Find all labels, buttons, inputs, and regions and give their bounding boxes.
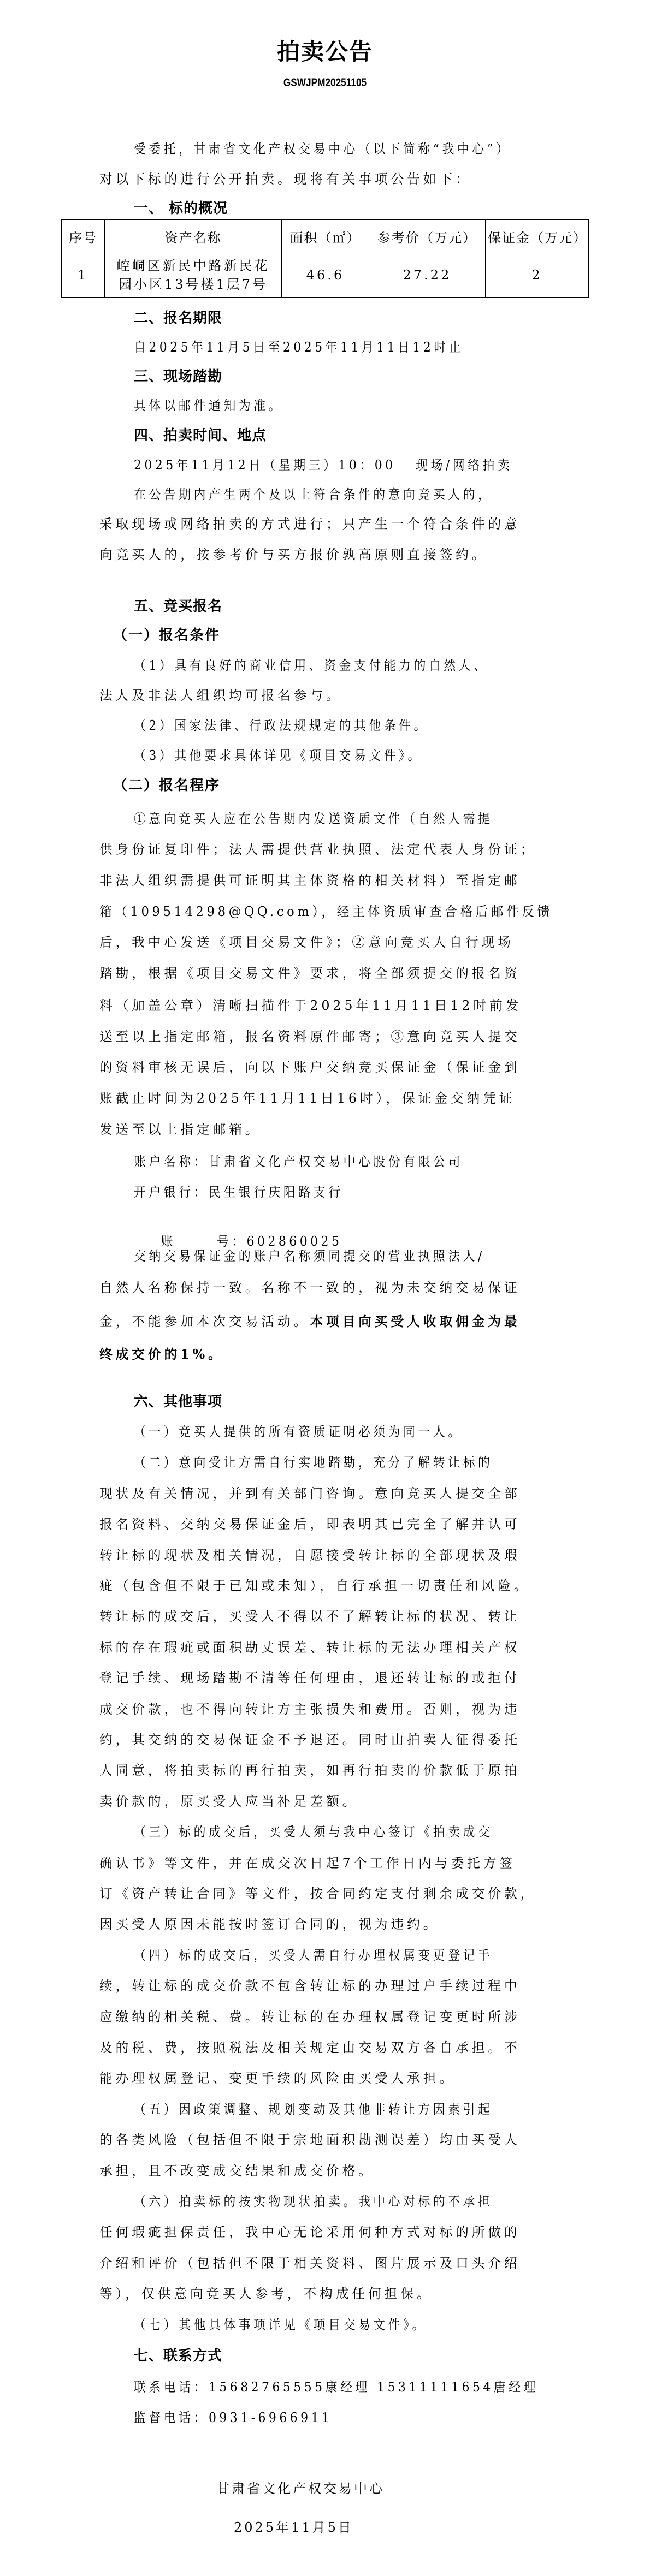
page-title: 拍卖公告 (276, 38, 373, 65)
auction-place: 现场/网络拍卖 (416, 457, 513, 473)
condition-line-3: （2）国家法律、行政法规规定的其他条件。 (134, 718, 429, 733)
cell-asset-name (105, 253, 282, 298)
cell-area: 46.6 (282, 253, 369, 298)
other-matters-line: （五）因政策调整、规划变动及其他非转让方因素引起 (134, 2102, 493, 2117)
commission-text-bold: 本项目向买受人收取佣金为最 (310, 1313, 521, 1329)
procedure-line-3: 非法人组织需提供可证明其主体资格的相关材料）至指定邮 (99, 873, 521, 888)
section-heading-5: 五、竞买报名 (134, 598, 223, 615)
account-name-label: 账户名称： (134, 1154, 209, 1169)
subsection-heading-procedure: （二）报名程序 (113, 777, 221, 794)
auction-rule-line-2: 采取现场或网络拍卖的方式进行；只产生一个符合条件的意 (99, 516, 521, 532)
other-matters-line: 承担，且不改变成交结果和成交价格。 (99, 2163, 375, 2179)
account-bank-value: 民生银行庆阳路支行 (208, 1185, 344, 1200)
section-heading-3: 三、现场踏勘 (134, 368, 223, 385)
registration-period-text: 自2025年11月5日至2025年11月11日12时止 (134, 340, 464, 355)
contact-phone-line (134, 2378, 553, 2396)
other-matters-line: 现状及有关情况，并到有关部门咨询。意向竞买人提交全部 (99, 1486, 521, 1501)
col-header-index: 序号 (62, 220, 105, 253)
procedure-line-1: ①意向竞买人应在公告期内发送资质文件（自然人需提 (134, 811, 493, 826)
announcement-code: GSWJPM20251105 (283, 76, 367, 89)
table-row (62, 253, 589, 298)
auction-time-line (134, 456, 553, 474)
account-number-label: 账 号： (161, 1234, 247, 1249)
procedure-line-2: 供身份证复印件；法人需提供营业执照、法定代表人身份证； (99, 842, 537, 857)
other-matters-line: 订《资产转让合同》等文件，按合同约定支付剩余成交价款， (99, 1886, 537, 1901)
condition-line-2: 法人及非法人组织均可报名参与。 (99, 688, 342, 703)
other-matters-line: 的各类风险（包括但不限于宗地面积勘测误差）均由买受人 (99, 2132, 521, 2147)
signature-organization: 甘肃省文化产权交易中心 (216, 2481, 385, 2496)
table-header-row (62, 220, 589, 253)
procedure-line-4: 箱（109514298@QQ.com），经主体资质审查合格后邮件反馈 (99, 904, 553, 919)
procedure-line-8: 送至以上指定邮箱，报名资料原件邮寄；③意向竞买人提交 (99, 1029, 521, 1044)
auction-rule-line-3: 向竞买人的，按参考价与买方报价孰高原则直接签约。 (99, 547, 488, 562)
other-matters-line: 登记手续、现场踏勘不清等任何理由，退还转让标的或拒付 (99, 1670, 521, 1686)
auction-rule-line-1: 在公告期内产生两个及以上符合条件的意向竞买人的， (134, 487, 493, 502)
other-matters-line: 成交价款，也不得向转让方主张损失和费用。否则，视为违 (99, 1702, 521, 1717)
other-matters-line: 转让标的成交后，买受人不得以不了解转让标的状况、转让 (99, 1609, 521, 1624)
deposit-note-line-1: 交纳交易保证金的账户名称须同提交的营业执照法人/ (134, 1248, 485, 1264)
auction-time: 2025年11月12日（星期三）10：00 (134, 457, 396, 473)
procedure-line-11: 发送至以上指定邮箱。 (99, 1122, 262, 1137)
col-header-asset-name: 资产名称 (105, 220, 282, 253)
other-matters-line: 确认书》等文件，并在成交次日起7个工作日内与委托方签 (99, 1855, 516, 1871)
other-matters-line: 续，转让标的成交价款不包含转让标的办理过户手续过程中 (99, 1978, 521, 1994)
supervise-phone-value: 0931-6966911 (208, 2410, 333, 2425)
other-matters-line: 任何瑕疵担保责任，我中心无论采用何种方式对标的所做的 (99, 2224, 521, 2240)
section-heading-6: 六、其他事项 (134, 1394, 223, 1410)
deposit-note-line-3 (99, 1313, 553, 1330)
condition-line-4: （3）其他要求具体详见《项目交易文件》。 (134, 748, 423, 763)
cell-index: 1 (62, 253, 105, 298)
subsection-heading-conditions: （一）报名条件 (113, 627, 221, 644)
section-heading-7: 七、联系方式 (134, 2348, 223, 2364)
other-matters-line: 介绍和评价（包括但不限于相关资料、图片展示及口头介绍 (99, 2256, 521, 2271)
procedure-line-6: 踏勘，根据《项目交易文件》要求，将全部须提交的报名资 (99, 966, 521, 981)
cell-deposit: 2 (486, 253, 589, 298)
account-bank-line (134, 1183, 553, 1201)
intro-line-1: 受委托，甘肃省文化产权交易中心（以下简称“我中心”） (134, 141, 511, 157)
commission-line-2: 终成交价的1%。 (99, 1346, 224, 1362)
asset-table (61, 219, 589, 298)
account-name-value: 甘肃省文化产权交易中心股份有限公司 (208, 1154, 463, 1169)
other-matters-line: 约，其交纳的交易保证金不予退还。同时由拍卖人征得委托 (99, 1732, 521, 1747)
other-matters-line: （三）标的成交后，买受人须与我中心签订《拍卖成交 (134, 1824, 493, 1840)
procedure-line-7: 料（加盖公章）清晰扫描件于2025年11月11日12时前发 (99, 998, 522, 1013)
section-heading-2: 二、报名期限 (134, 310, 223, 326)
other-matters-line: 因买受人原因未能按时签订合同的，视为违约。 (99, 1917, 440, 1932)
supervise-phone-label: 监督电话： (134, 2410, 209, 2425)
other-matters-line: 报名资料、交纳交易保证金后，即表明其已完全了解并认可 (99, 1516, 521, 1532)
condition-line-1: （1）具有良好的商业信用、资金支付能力的自然人、 (134, 658, 489, 673)
procedure-line-5: 后，我中心发送《项目交易文件》；②意向竞买人自行现场 (99, 935, 514, 950)
procedure-line-9: 的资料审核无误后，向以下账户交纳竞买保证金（保证金到 (99, 1060, 521, 1075)
contact-phone-value: 15682765555康经理 15311111654唐经理 (208, 2379, 539, 2395)
other-matters-line: 卖价款的，原买受人应当补足差额。 (99, 1794, 359, 1809)
other-matters-line: 能办理权属登记、变更手续的风险由买受人承担。 (99, 2071, 456, 2086)
col-header-area: 面积（㎡） (282, 220, 369, 253)
account-name-line (134, 1153, 553, 1170)
col-header-reference-price: 参考价（万元） (369, 220, 486, 253)
asset-name-line-1: 崆峒区新民中路新民花 (116, 258, 270, 273)
cell-reference-price: 27.22 (369, 253, 486, 298)
deposit-note-line-2: 自然人名称保持一致。名称不一致的，视为未交纳交易保证 (99, 1280, 521, 1295)
other-matters-line: （二）意向受让方需自行实地踏勘，充分了解转让标的 (134, 1455, 493, 1470)
section-heading-1: 一、 标的概况 (134, 200, 228, 217)
supervise-phone-line (134, 2409, 553, 2426)
other-matters-line: （一）竞买人提供的所有资质证明必须为同一人。 (134, 1424, 463, 1439)
site-inspection-text: 具体以邮件通知为准。 (134, 398, 283, 413)
asset-name-line-2: 园小区13号楼1层7号 (118, 277, 268, 292)
intro-line-2: 对以下标的进行公开拍卖。现将有关事项公告如下： (99, 171, 472, 187)
other-matters-line: 疵（包含但不限于已知或未知），自行承担一切责任和风险。 (99, 1578, 530, 1593)
other-matters-line: （七）其他具体事项详见《项目交易文件》。 (134, 2317, 427, 2333)
account-number-value: 602860025 (246, 1234, 342, 1249)
other-matters-line: 等），仅供意向竞买人参考，不构成任何担保。 (99, 2286, 433, 2301)
other-matters-line: 应缴纳的相关税、费。转让标的在办理权属登记变更时所涉 (99, 2009, 521, 2025)
other-matters-line: 人同意，将拍卖标的再行拍卖，如再行拍卖的价款低于原拍 (99, 1763, 521, 1778)
contact-phone-label: 联系电话： (134, 2379, 209, 2395)
other-matters-line: 标的存在瑕疵或面积勘丈误差、转让标的无法办理相关产权 (99, 1640, 521, 1655)
other-matters-line: 转让标的现状及相关情况，自愿接受转让标的全部现状及瑕 (99, 1548, 521, 1563)
other-matters-line: （四）标的成交后，买受人需自行办理权属变更登记手 (134, 1948, 493, 1963)
deposit-note-text: 金，不能参加本次交易活动。 (99, 1314, 310, 1329)
other-matters-line: 及的税、费，按照税法及相关规定由交易双方各自承担。不 (99, 2040, 521, 2055)
col-header-deposit: 保证金（万元） (486, 220, 589, 253)
procedure-line-10: 账截止时间为2025年11月11日16时），保证金交纳凭证 (99, 1091, 516, 1106)
other-matters-line: （六）拍卖标的按实物现状拍卖。我中心对标的不承担 (134, 2194, 493, 2209)
signature-date: 2025年11月5日 (234, 2520, 353, 2535)
section-heading-4: 四、拍卖时间、地点 (134, 427, 267, 444)
account-bank-label: 开户银行： (134, 1185, 209, 1200)
